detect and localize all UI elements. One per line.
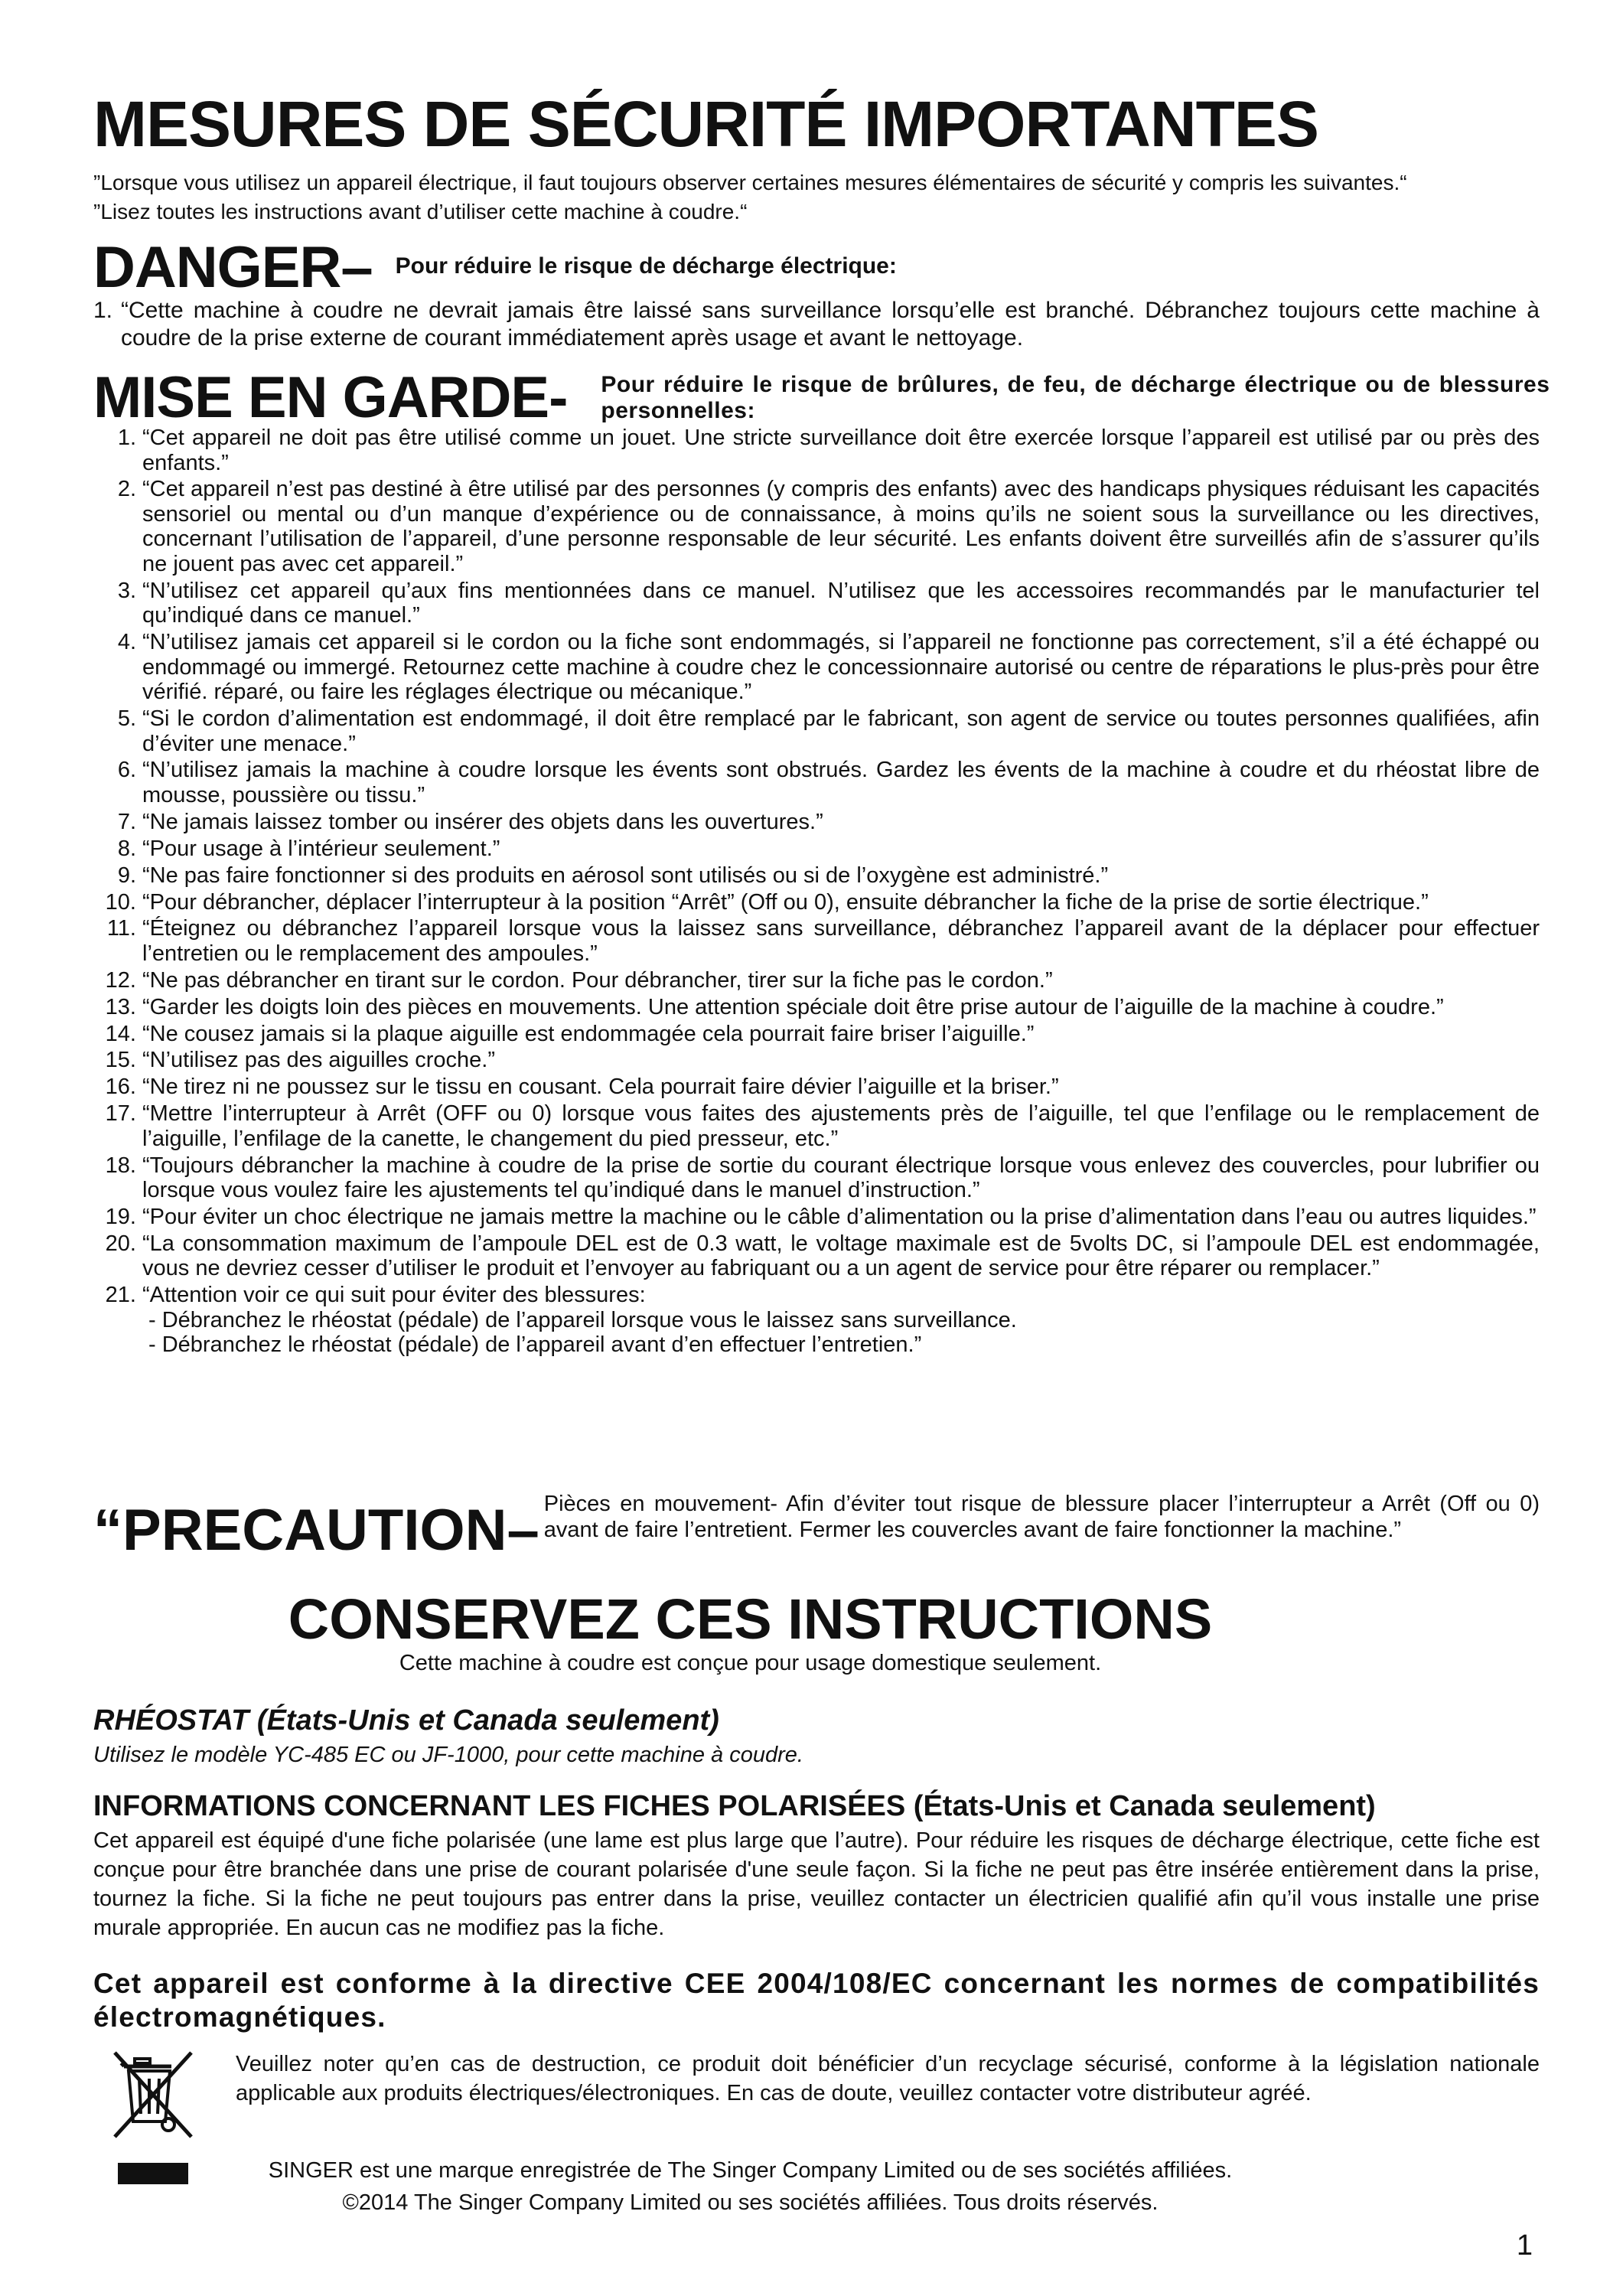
danger-dash: –	[341, 235, 373, 300]
rheostat-title: RHÉOSTAT (États-Unis et Canada seulement)	[93, 1704, 719, 1737]
list-item-number: 9.	[117, 863, 136, 888]
trademark-notice: SINGER est une marque enregistrée de The Singer Company Limited ou de ses sociétés affiliées.	[268, 2158, 1233, 2183]
list-item-text: “Ne pas débrancher en tirant sur le cordon. Pour débrancher, tirer sur la fiche pas le cordon.”	[142, 967, 1053, 993]
list-item-number: 20.	[105, 1231, 136, 1256]
danger-subtitle: Pour réduire le risque de décharge électrique:	[395, 253, 897, 279]
list-item-text: “Ne pas faire fonctionner si des produits en aérosol sont utilisés ou si de l’oxygène est administré.”	[142, 863, 1109, 888]
list-item-number: 6.	[117, 758, 136, 783]
list-item-number: 2.	[117, 477, 136, 502]
list-item-text: “Pour débrancher, déplacer l’interrupteur à la position “Arrêt” (Off ou 0), ensuite débrancher la fiche de la prise de sortie électrique.”	[142, 889, 1429, 915]
list-item-number: 11.	[106, 916, 136, 941]
list-item-text: “Attention voir ce qui suit pour éviter des blessures:	[142, 1283, 646, 1308]
conserve-subtitle: Cette machine à coudre est conçue pour usage domestique seulement.	[399, 1651, 1102, 1675]
list-item-text: “La consommation maximum de l’ampoule DEL est de 0.3 watt, le voltage maximale est de 5volts DC, si l’ampoule DEL est endommagée, vous ne devriez cesser d’utiliser le produit et l’envoyer au fabriquant ou a un agent de service pour être réparer ou remplacer.”	[142, 1231, 1540, 1281]
list-item-number: 5.	[117, 706, 136, 732]
list-item	[93, 863, 1540, 889]
rheostat-text: Utilisez le modèle YC-485 EC ou JF-1000, pour cette machine à coudre.	[93, 1743, 803, 1767]
list-item-number: 10.	[105, 889, 136, 915]
list-item-text: “Ne tirez ni ne poussez sur le tissu en cousant. Cela pourrait faire dévier l’aiguille et la briser.”	[142, 1075, 1059, 1100]
list-item	[93, 968, 1540, 993]
list-item-text: “N’utilisez jamais la machine à coudre lorsque les évents sont obstrués. Gardez les évents de la machine à coudre et du rhéostat libre de mousse, poussière ou tissu.”	[142, 758, 1540, 807]
list-sub-item: - Débranchez le rhéostat (pédale) de l’appareil lorsque vous le laissez sans surveillance.	[148, 1307, 1017, 1332]
list-item-text: “Toujours débrancher la machine à coudre de la prise de sortie du courant électrique lorsque vous enlevez des couvercles, pour lubrifier ou lorsque vous voulez faire les ajustements tel qu’indiqué dans le manuel d’instruction.”	[142, 1153, 1540, 1203]
list-item-number: 16.	[105, 1075, 136, 1100]
list-item	[93, 630, 1540, 705]
list-item-text: “Garder les doigts loin des pièces en mouvements. Une attention spéciale doit être prise autour de l’aiguille de la machine à coudre.”	[142, 994, 1444, 1019]
list-item-number: 12.	[105, 967, 136, 993]
list-item-text: “N’utilisez pas des aiguilles croche.”	[142, 1048, 495, 1073]
danger-item-number: 1.	[93, 298, 113, 323]
list-item	[93, 916, 1540, 966]
copyright-notice: ©2014 The Singer Company Limited ou ses sociétés affiliées. Tous droits réservés.	[342, 2190, 1159, 2215]
garde-subtitle: Pour réduire le risque de brûlures, de feu, de décharge électrique ou de blessures personnelles:	[601, 372, 1550, 423]
list-item-number: 1.	[117, 426, 136, 450]
conserve-title: CONSERVEZ CES INSTRUCTIONS	[288, 1587, 1213, 1651]
list-item	[93, 579, 1540, 628]
list-item-body	[142, 1283, 1540, 1358]
list-item-text: “Cet appareil n’est pas destiné à être utilisé par des personnes (y compris des enfants) avec des handicaps physiques réduisant les capacités sensoriel ou mental ou d’un manque d’expérience ou de connaissance, à moins qu’ils ne soient sous la surveillance ou les directives, concernant l’utilisation de l’appareil, d’une personne responsable de leur sécurité. Les enfants doivent être surveillés afin de s’assurer qu’ils ne jouent pas avec cet appareil.”	[142, 477, 1540, 576]
list-item-number: 17.	[105, 1101, 136, 1127]
precaution-block	[93, 1491, 1540, 1563]
list-item-text: “Éteignez ou débranchez l’appareil lorsque vous la laissez sans surveillance, débranchez l’appareil avant de la déplacer pour effectuer l’entretien ou le remplacement des ampoules.”	[142, 916, 1540, 966]
conformity-statement: Cet appareil est conforme à la directive CEE 2004/108/EC concernant les normes de compatibilités électromagnétiques.	[93, 1968, 1540, 2033]
intro-text	[93, 168, 1532, 227]
danger-heading: DANGER	[93, 235, 341, 300]
polarized-plug-title: INFORMATIONS CONCERNANT LES FICHES POLARISÉES (États-Unis et Canada seulement)	[93, 1790, 1376, 1822]
list-item	[93, 1022, 1540, 1047]
garde-heading: MISE EN GARDE-	[93, 365, 568, 430]
intro-line: ”Lorsque vous utilisez un appareil électrique, il faut toujours observer certaines mesures élémentaires de sécurité y compris les suivantes.“	[93, 171, 1407, 194]
list-item-number: 15.	[105, 1048, 136, 1073]
polarized-plug-text: Cet appareil est équipé d'une fiche polarisée (une lame est plus large que l’autre). Pour réduire les risques de décharge électrique, cette fiche est conçue pour être branchée dans une prise de courant polarisée d'une seule façon. Si la fiche ne peut pas être insérée entièrement dans la prise, tournez la fiche. Si la fiche ne peut toujours pas entrer dans la prise, veuillez contacter un électricien qualifié afin qu’il vous installe une prise murale appropriée. En aucun cas ne modifiez pas la fiche.	[93, 1828, 1540, 1940]
list-item	[93, 837, 1540, 862]
list-item	[93, 1205, 1540, 1230]
list-sub-item: - Débranchez le rhéostat (pédale) de l’appareil avant d’en effectuer l’entretien.”	[148, 1332, 922, 1358]
page-number: 1	[1516, 2229, 1533, 2262]
list-item	[93, 1101, 1540, 1151]
danger-item	[93, 297, 1540, 352]
list-item-text: “Ne jamais laissez tomber ou insérer des objets dans les ouvertures.”	[142, 809, 823, 834]
recycling-text: Veuillez noter qu’en cas de destruction, ce produit doit bénéficier d’un recyclage sécurisé, conforme à la législation nationale applicable aux produits électriques/électroniques. En cas de doute, veuillez contacter votre distributeur agréé.	[236, 2052, 1540, 2105]
list-item-text: “Pour usage à l’intérieur seulement.”	[142, 836, 500, 861]
list-item-number: 7.	[117, 809, 136, 834]
list-item	[93, 810, 1540, 835]
list-item-text: “N’utilisez cet appareil qu’aux fins mentionnées dans ce manuel. N’utilisez que les accessoires recommandés par le manufacturier tel qu’indiqué dans ce manuel.”	[142, 578, 1540, 628]
list-item-number: 21.	[105, 1283, 136, 1308]
list-item-text: “N’utilisez jamais cet appareil si le cordon ou la fiche sont endommagés, si l’appareil ne fonctionne pas correctement, s’il a été échappé ou endommagé ou immergé. Retournez cette machine à coudre chez le concessionnaire autorisé ou centre de réparations le plus-près pour être vérifié. réparé, ou faire les réglages électrique ou mécanique.”	[142, 630, 1540, 705]
page-title: MESURES DE SÉCURITÉ IMPORTANTES	[93, 88, 1318, 160]
precaution-dash: –	[507, 1498, 539, 1563]
list-item-number: 18.	[105, 1153, 136, 1178]
list-item	[93, 758, 1540, 807]
precaution-heading: “PRECAUTION	[93, 1498, 507, 1563]
list-item	[93, 1075, 1540, 1100]
danger-item-text: “Cette machine à coudre ne devrait jamais être laissé sans surveillance lorsqu’elle est branché. Débranchez toujours cette machine à coudre de la prise externe de courant immédiatement après usage et avant le nettoyage.	[121, 298, 1540, 351]
warning-list	[93, 426, 1540, 1359]
list-item	[93, 1153, 1540, 1203]
list-item	[93, 890, 1540, 915]
list-item-text: “Mettre l’interrupteur à Arrêt (OFF ou 0) lorsque vous faites des ajustements près de l’aiguille, tel que l’enfilage ou le remplacement de l’aiguille, l’enfilage de la canette, le changement du pied presseur, etc.”	[142, 1101, 1540, 1151]
list-item-text: “Ne cousez jamais si la plaque aiguille est endommagée cela pourrait faire briser l’aiguille.”	[142, 1021, 1035, 1046]
precaution-heading-group	[93, 1499, 539, 1563]
list-item-text: “Si le cordon d’alimentation est endommagé, il doit être remplacé par le fabricant, son agent de service ou toutes personnes qualifiées, afin d’éviter une menace.”	[142, 706, 1540, 756]
list-item	[93, 1231, 1540, 1281]
list-item	[93, 477, 1540, 576]
precaution-text: Pièces en mouvement- Afin d’éviter tout risque de blessure placer l’interrupteur a Arrêt (Off ou 0) avant de faire l’entretient. Fermer les couvercles avant de faire fonctionner la machine.”	[543, 1492, 1540, 1542]
list-item-text: “Cet appareil ne doit pas être utilisé comme un jouet. Une stricte surveillance doit être exercée lorsque l’appareil est utilisé par ou près des enfants.”	[142, 426, 1540, 475]
list-item	[93, 1048, 1540, 1073]
list-item-number: 8.	[117, 836, 136, 861]
list-item-text: “Pour éviter un choc électrique ne jamais mettre la machine ou le câble d’alimentation ou la prise d’alimentation dans l’eau ou autres liquides.”	[142, 1205, 1537, 1230]
list-item-number: 13.	[105, 994, 136, 1019]
list-item-number: 3.	[117, 578, 136, 603]
danger-heading-row	[93, 236, 897, 300]
list-item	[93, 995, 1540, 1020]
danger-list	[93, 297, 1540, 352]
intro-line: ”Lisez toutes les instructions avant d’utiliser cette machine à coudre.“	[93, 200, 748, 223]
list-item-number: 19.	[105, 1205, 136, 1230]
list-item-number: 14.	[105, 1021, 136, 1046]
crossed-out-wheelie-bin-icon	[107, 2048, 199, 2143]
list-item	[93, 426, 1540, 475]
list-item	[93, 1283, 1540, 1358]
garde-heading-row	[93, 366, 1550, 430]
list-item-number: 4.	[117, 630, 136, 655]
list-item	[93, 706, 1540, 756]
